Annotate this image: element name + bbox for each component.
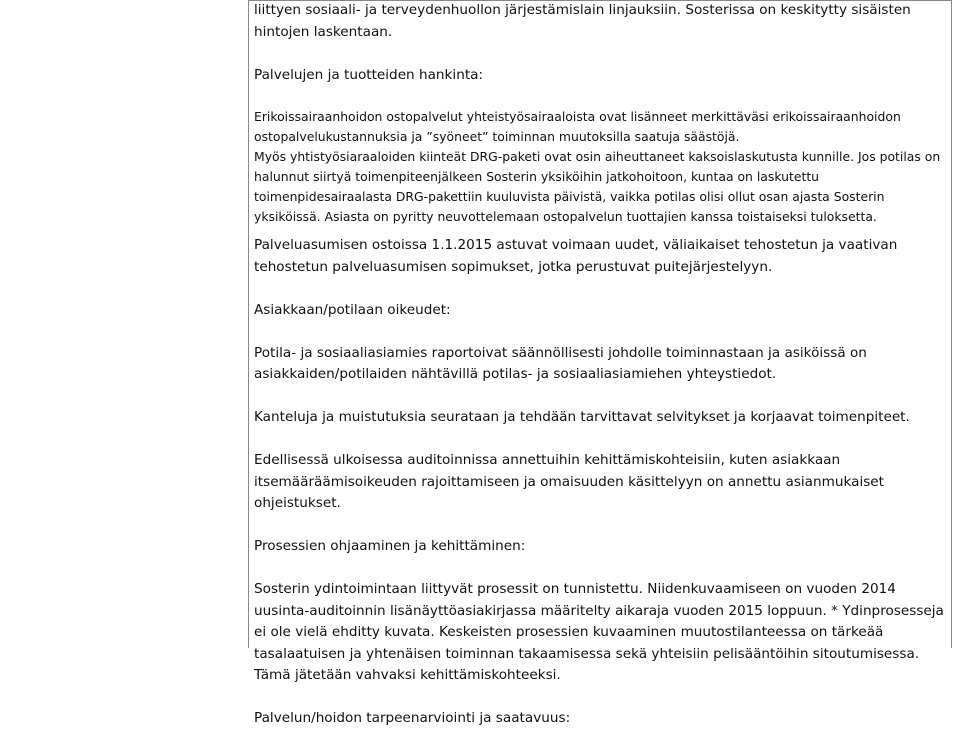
processes-heading: Prosessien ohjaaminen ja kehittäminen: — [254, 538, 526, 554]
rights-heading: Asiakkaan/potilaan oikeudet: — [254, 301, 451, 318]
rights-paragraph-2: Kanteluja ja muistutuksia seurataan ja tehdään tarvittavat selvitykset ja korjaavat toimenpiteet. — [254, 409, 910, 425]
rights-paragraph-1: Potila- ja sosiaaliasiamies raportoivat säännöllisesti johdolle toiminnastaan ja asiköissä on asiakkaiden/potilaiden nähtävillä potilas- ja sosiaaliasiamiehen yhteystiedot. — [254, 344, 867, 382]
service-housing-paragraph: Palveluasumisen ostoissa 1.1.2015 astuvat voimaan uudet, väliaikaiset tehostetun ja vaativan tehostetun palveluasumisen sopimukset, jotka perustuvat puitejärjestelyyn. — [254, 237, 898, 275]
processes-paragraph: Sosterin ydintoimintaan liittyvät prosessit on tunnistettu. Niidenkuvaamiseen on vuoden 2014 uusinta-auditoinnin lisänäyttöasiakirjassa määritelty aikaraja vuoden 2015 loppuun. * Ydinprosesseja ei ole vielä ehditty kuvata. Keskeisten prosessien kuvaaminen muutostilanteessa on tärkeää tasalaatuisen ja yhtenäisen toiminnan takaamisessa sekä yhteisiin pelisääntöihin sitoutumisessa. Tämä jätetään vahvaksi kehittämiskohteeksi. — [254, 581, 944, 683]
table-right-border — [951, 0, 952, 648]
procurement-paragraph-2: Myös yhtistyösiaraaloiden kiinteät DRG-paketi ovat osin aiheuttaneet kaksoislaskutusta kunnille. Jos potilas on halunnut siirtyä toimenpiteenjälkeen Sosterin yksiköihin jatkohoitoon, kuntaa on laskutettu toimenpidesairaalasta DRG-pakettiin kuuluvista päivistä, vaikka potilas olisi ollut osan ajasta Sosterin yksiköissä. Asiasta on pyritty neuvottelemaan ostopalvelun tuottajien kanssa toistaiseksi tuloksetta. — [254, 149, 941, 224]
needs-heading: Palvelun/hoidon tarpeenarviointi ja saatavuus: — [254, 710, 571, 726]
intro-paragraph: liittyen sosiaali- ja terveydenhuollon järjestämislain linjauksiin. Sosterissa on keskitytty sisäisten hintojen laskentaan. — [254, 2, 911, 40]
procurement-paragraph-1: Erikoissairaanhoidon ostopalvelut yhteistyösairaaloista ovat lisänneet merkittäväsi erikoissairaanhoidon ostopalvelukustannuksia ja ”syöneet” toiminnan muutoksilla saatuja säästöjä. — [254, 109, 901, 144]
document-cell — [254, 0, 946, 730]
procurement-heading: Palvelujen ja tuotteiden hankinta: — [254, 66, 484, 83]
rights-paragraph-3: Edellisessä ulkoisessa auditoinnissa annettuihin kehittämiskohteisiin, kuten asiakkaan itsemääräämisoikeuden rajoittamiseen ja omaisuuden käsittelyyn on annettu asianmukaiset ohjeistukset. — [254, 452, 885, 511]
table-left-border — [248, 0, 249, 648]
